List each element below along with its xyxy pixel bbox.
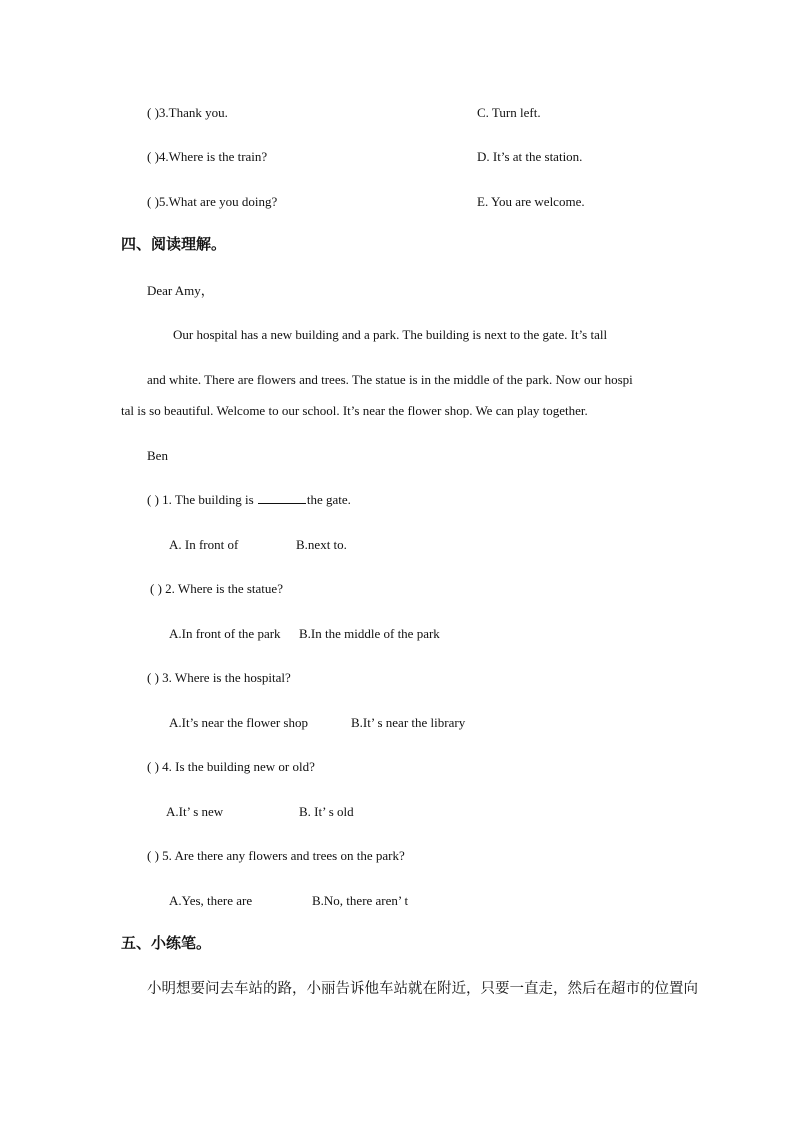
question-4-option-a: A.It’ s new [166, 804, 224, 819]
question-3-option-b: B.It’ s near the library [351, 715, 466, 730]
question-1-option-a: A. In front of [169, 537, 239, 552]
question-2: ( ) 2. Where is the statue? [150, 581, 283, 596]
question-1-option-b: B.next to. [296, 537, 347, 552]
matching-left-3: ( )3.Thank you. [147, 105, 228, 120]
letter-line-1: Our hospital has a new building and a park. The building is next to the gate. It’s tall [173, 327, 608, 342]
question-1-stem-end: the gate. [306, 492, 351, 507]
question-3-option-a: A.It’s near the flower shop [169, 715, 308, 730]
question-5-option-a: A.Yes, there are [169, 893, 253, 908]
question-5: ( ) 5. Are there any flowers and trees on the park? [147, 848, 405, 863]
section-five-heading: 五、小练笔。 [121, 934, 212, 952]
letter-line-2: and white. There are flowers and trees. The statue is in the middle of the park. Now our hospi [147, 372, 633, 387]
writing-prompt: 小明想要问去车站的路，小丽告诉他车站就在附近，只要一直走，然后在超市的位置向 [147, 981, 698, 997]
question-1-stem: ( ) 1. The building is [147, 492, 257, 507]
matching-left-5: ( )5.What are you doing? [147, 194, 278, 209]
question-2-option-b: B.In the middle of the park [299, 626, 440, 641]
answer-blank [258, 493, 306, 504]
matching-right-e: E. You are welcome. [477, 194, 585, 209]
question-2-option-a: A.In front of the park [169, 626, 281, 641]
question-4: ( ) 4. Is the building new or old? [147, 759, 315, 774]
question-3: ( ) 3. Where is the hospital? [147, 670, 291, 685]
letter-greeting: Dear Amy， [147, 283, 214, 298]
section-four-heading: 四、阅读理解。 [121, 235, 227, 253]
letter-signature: Ben [147, 448, 168, 463]
question-5-option-b: B.No, there aren’ t [312, 893, 409, 908]
matching-right-c: C. Turn left. [477, 105, 541, 120]
question-4-option-b: B. It’ s old [299, 804, 354, 819]
question-1 [147, 493, 351, 506]
matching-right-d: D. It’s at the station. [477, 149, 583, 164]
matching-left-4: ( )4.Where is the train? [147, 149, 268, 164]
letter-line-3: tal is so beautiful. Welcome to our school. It’s near the flower shop. We can play together. [121, 403, 588, 418]
